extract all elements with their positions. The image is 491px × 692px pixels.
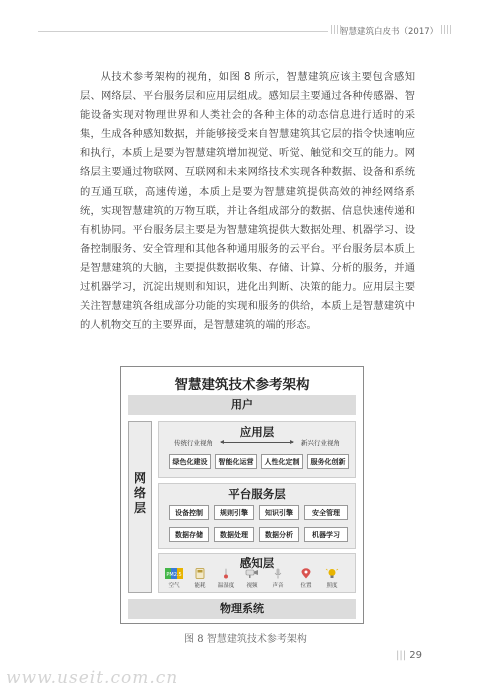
- platform-item: 安全管理: [304, 505, 348, 520]
- sensor-label: 位置: [300, 583, 312, 589]
- pm25-icon: [165, 568, 183, 579]
- header-title: 智慧建筑白皮书（2017）: [340, 27, 439, 37]
- energy-meter-icon: [194, 568, 206, 579]
- header-rule: [38, 31, 328, 32]
- application-layer: [158, 421, 356, 478]
- watermark: www.useit.com.cn: [6, 668, 179, 688]
- page-number: 29: [409, 650, 423, 661]
- diagram-title: 智慧建筑技术参考架构: [174, 377, 310, 393]
- app-item: 人性化定制: [261, 454, 303, 469]
- camera-icon: [245, 568, 259, 579]
- figure-caption: 图 8 智慧建筑技术参考架构: [184, 634, 307, 645]
- traditional-view-label: 传统行业视角: [174, 439, 213, 447]
- sensor-air: [163, 568, 185, 589]
- platform-item: 数据处理: [214, 527, 254, 542]
- physical-system-layer: 物理系统: [128, 599, 356, 619]
- platform-item: 规则引擎: [214, 505, 254, 520]
- sensor-energy: [189, 568, 211, 589]
- sensing-layer-title: 感知层: [239, 556, 275, 570]
- sensor-label: 声音: [272, 583, 284, 589]
- architecture-diagram: [120, 366, 364, 624]
- platform-item: 设备控制: [169, 505, 209, 520]
- double-arrow-icon: [221, 442, 293, 443]
- sensor-temperature: [215, 568, 237, 589]
- thermometer-icon: [220, 568, 232, 579]
- user-layer: 用户: [128, 395, 356, 415]
- sensor-label: 能耗: [194, 583, 206, 589]
- header-right-mark: ||||: [440, 25, 453, 35]
- sensor-label: 视频: [246, 583, 258, 589]
- sensor-label: 空气: [168, 583, 180, 589]
- platform-item: 数据存储: [169, 527, 209, 542]
- location-pin-icon: [300, 568, 312, 579]
- sensor-video: [241, 568, 263, 589]
- microphone-icon: [272, 568, 284, 579]
- page-mark: |||: [396, 650, 407, 661]
- platform-service-layer: [158, 483, 356, 549]
- sensor-sound: [267, 568, 289, 589]
- network-layer-text: 网 络 层: [133, 471, 146, 515]
- sensor-label: 温湿度: [217, 583, 235, 589]
- app-item: 服务化创新: [307, 454, 349, 469]
- sensor-illuminance: [321, 568, 343, 589]
- page-number-block: [396, 650, 422, 661]
- sensor-location: [295, 568, 317, 589]
- application-layer-title: 应用层: [239, 425, 275, 439]
- header-left-mark: ||||: [330, 25, 343, 35]
- light-bulb-icon: [325, 568, 339, 579]
- pm25-badge: PM2.5: [166, 572, 182, 578]
- sensing-layer: [158, 553, 356, 593]
- emerging-view-label: 新兴行业视角: [301, 439, 340, 447]
- sensor-label: 照度: [326, 583, 338, 589]
- app-item: 绿色化建设: [169, 454, 211, 469]
- network-layer-label: [128, 471, 152, 516]
- platform-layer-title: 平台服务层: [228, 487, 286, 501]
- platform-item: 数据分析: [259, 527, 299, 542]
- platform-item: 知识引擎: [259, 505, 299, 520]
- body-paragraph: 从技术参考架构的视角，如图 8 所示，智慧建筑应该主要包含感知层、网络层、平台服务层和应用层组成。感知层主要通过各种传感器、智能设备实现对物理世界和人类社会的各种主体的动态信息进行适时的采集，生成各种感知数据，并能够接受来自智慧建筑其它层的指令快速响应和执行，本质上是要为智慧建筑增加视觉、听觉、触觉和交互的能力。网络层主要通过物联网、互联网和未来网络技术实现各种数据、设备和系统的互通互联，高速传递，本质上是要为智慧建筑提供高效的神经网络系统，实现智慧建筑的万物互联，并让各组成部分的数据、信息快速传递和有机协同。平台服务层主要是为智慧建筑提供大数据处理、机器学习、设备控制服务、安全管理和其他各种通用服务的云平台。平台服务层本质上是智慧建筑的大脑，主要提供数据收集、存储、计算、分析的服务，并通过机器学习，沉淀出规则和知识，进化出判断、决策的能力。应用层主要关注智慧建筑各组成部分功能的实现和服务的供给，本质上是智慧建筑中的人机物交互的主要界面，是智慧建筑的端的形态。: [80, 71, 415, 332]
- app-item: 智能化运营: [215, 454, 257, 469]
- platform-item: 机器学习: [304, 527, 348, 542]
